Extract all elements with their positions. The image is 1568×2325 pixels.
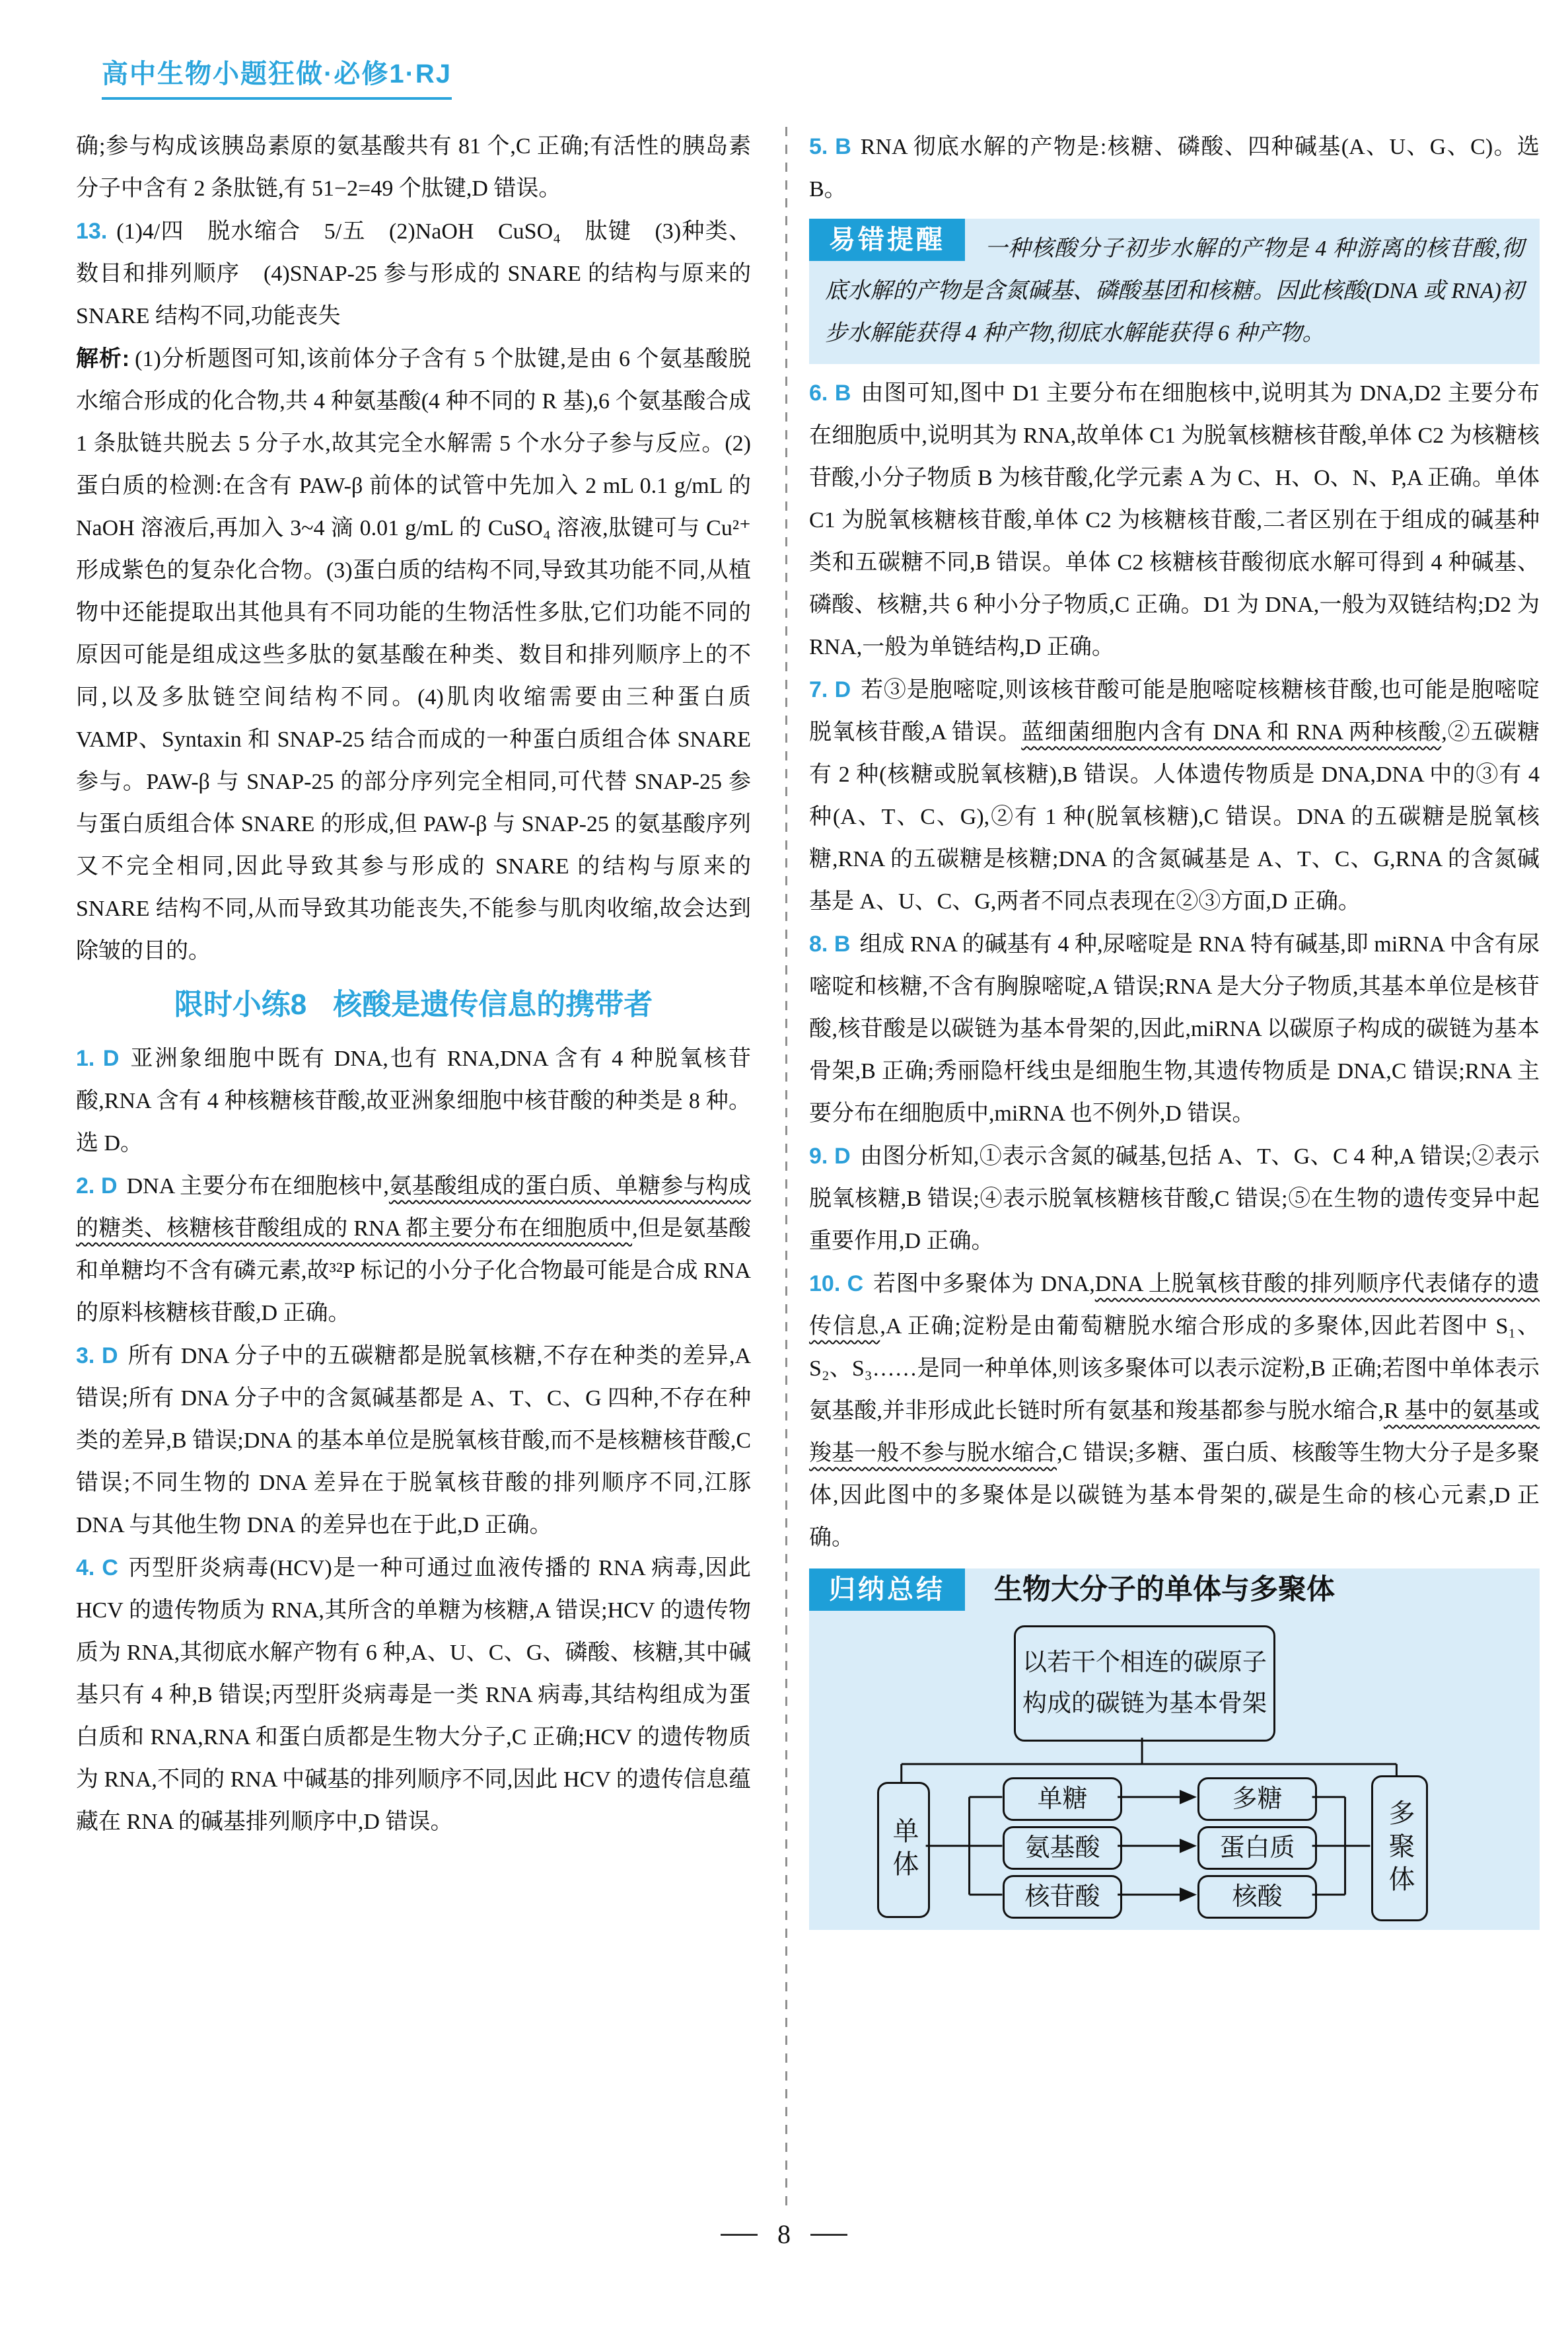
text-run: DNA 主要分布在细胞核中, (126, 1174, 389, 1199)
answer-paragraph (809, 372, 1540, 669)
text-run: (1)4/四 脱水缩合 5/五 (2)NaOH CuSO₄ 肽键 (3)种类、数目和排列顺序 (4)SNAP-25 参与形成的 SNARE 的结构与原来的 SNARE 结构不同,功能丧失 (76, 219, 751, 328)
text-run: 由图可知,图中 D1 主要分布在细胞核中,说明其为 DNA,D2 主要分布在细胞质中,说明其为 RNA,故单体 C1 为脱氧核糖核苷酸,单体 C2 为核糖核苷酸,小分子物质 B 为核苷酸,化学元素 A 为 C、H、O、N、P,A 正确。单体 C1 为脱氧核糖核苷酸,单体 C2 为核糖核苷酸,二者区别在于组成的碱基种类和五碳糖不同,B 错误。单体 C2 核糖核苷酸彻底水解可得到 4 种碱基、磷酸、核糖,共 6 种小分子物质,C 正确。D1 为 DNA,一般为双链结构;D2 为 RNA,一般为单链结构,D 正确。 (809, 381, 1540, 659)
answer-number: 3. D (76, 1343, 118, 1368)
answer-paragraph (809, 923, 1540, 1135)
diagram-node-monosaccharide: 单糖 (1003, 1777, 1122, 1821)
summary-box-header (809, 1568, 1540, 1611)
diagram-node-backbone (1014, 1625, 1275, 1742)
answer-paragraph (809, 126, 1540, 211)
answer-number: 6. B (809, 381, 851, 406)
diagram-node-nucleic-acid: 核酸 (1197, 1875, 1317, 1919)
text-run: ,C 错误;多糖、蛋白质、核酸等生物大分子是多聚体,因此图中的多聚体是以碳链为基本骨架的,碳是生命的核心元素,D 正确。 (809, 1441, 1540, 1550)
text-run: 由图分析知,①表示含氮的碱基,包括 A、T、G、C 4 种,A 错误;②表示脱氧核糖,B 错误;④表示脱氧核糖核苷酸,C 错误;⑤在生物的遗传变异中起重要作用,D 正确。 (809, 1144, 1540, 1253)
tip-box-text: 一种核酸分子初步水解的产物是 4 种游离的核苷酸,彻底水解的产物是含氮碱基、磷酸基团和核糖。因此核酸(DNA 或 RNA)初步水解能获得 4 种产物,彻底水解能获得 6 种产物。 (825, 237, 1524, 346)
diagram-node-amino-acid: 氨基酸 (1003, 1826, 1122, 1870)
answer-number: 5. B (809, 134, 851, 159)
backbone-line-1: 以若干个相连的碳原子 (1022, 1649, 1267, 1676)
answer-number: 1. D (76, 1046, 120, 1071)
wavy-underline-text: DNA 上脱氧核苷酸的排列顺序代表储存的遗传信息 (809, 1272, 1540, 1339)
text-run: RNA 彻底水解的产物是:核糖、磷酸、四种碱基(A、U、G、C)。选 B。 (809, 135, 1540, 202)
monomer-polymer-diagram (809, 1620, 1540, 1921)
answer-number: 10. C (809, 1271, 864, 1296)
text-run: 亚洲象细胞中既有 DNA,也有 RNA,DNA 含有 4 种脱氧核苷酸,RNA 含有 4 种核糖核苷酸,故亚洲象细胞中核苷酸的种类是 8 种。选 D。 (76, 1047, 751, 1156)
answer-number: 7. D (809, 677, 851, 702)
diagram-node-protein: 蛋白质 (1197, 1826, 1317, 1870)
answer-paragraph (76, 210, 751, 338)
section-heading-title: 核酸是遗传信息的携带者 (333, 988, 653, 1021)
section-heading-number: 限时小练8 (174, 988, 307, 1021)
page-footer (0, 2221, 1568, 2248)
text-run: 若图中多聚体为 DNA, (873, 1272, 1095, 1296)
answer-paragraph (809, 1263, 1540, 1559)
right-column (809, 126, 1540, 1930)
page-number: 8 (777, 2219, 791, 2249)
text-run: ,②五碳糖有 2 种(核糖或脱氧核糖),B 错误。人体遗传物质是 DNA,DNA 中的③有 4 种(A、T、C、G),②有 1 种(脱氧核糖),C 错误。DNA 的五碳糖是脱氧核糖,RNA 的五碳糖是核糖;DNA 的含氮碱基是 A、T、C、G,RNA 的含氮碱基是 A、U、C、G,两者不同点表现在②③方面,D 正确。 (809, 720, 1540, 914)
answer-number: 9. D (809, 1144, 851, 1169)
footer-dash-right (810, 2234, 847, 2236)
tip-box (809, 219, 1540, 364)
answer-paragraph (76, 1165, 751, 1335)
answer-paragraph (76, 1335, 751, 1547)
answer-paragraph (809, 1135, 1540, 1263)
answer-number: 2. D (76, 1173, 118, 1199)
answer-number: 解析: (76, 346, 130, 371)
left-column (76, 126, 751, 1843)
page-header (102, 53, 452, 100)
text-run: (1)分析题图可知,该前体分子含有 5 个肽键,是由 6 个氨基酸脱水缩合形成的化合物,共 4 种氨基酸(4 种不同的 R 基),6 个氨基酸合成 1 条肽链共脱去 5 分子水,故其完全水解需 5 个水分子参与反应。(2)蛋白质的检测:在含有 PAW-β 前体的试管中先加入 2 mL 0.1 g/mL 的 NaOH 溶液后,再加入 3~4 滴 0.01 g/mL 的 CuSO₄ 溶液,肽键可与 Cu²⁺形成紫色的复杂化合物。(3)蛋白质的结构不同,导致其功能不同,从植物中还能提取出其他具有不同功能的生物活性多肽,它们功能不同的原因可能是组成这些多肽的氨基酸在种类、数目和排列顺序上的不同,以及多肽链空间结构不同。(4)肌肉收缩需要由三种蛋白质 VAMP、Syntaxin 和 SNAP-25 结合而成的一种蛋白质组合体 SNARE 参与。PAW-β 与 SNAP-25 的部分序列完全相同,可代替 SNAP-25 参与蛋白质组合体 SNARE 的形成,但 PAW-β 与 SNAP-25 的氨基酸序列又不完全相同,因此导致其参与形成的 SNARE 的结构与原来的 SNARE 结构不同,从而导致其功能丧失,不能参与肌肉收缩,故会达到除皱的目的。 (76, 347, 751, 963)
backbone-line-2: 构成的碳链为基本骨架 (1022, 1690, 1267, 1717)
diagram-node-polysaccharide: 多糖 (1197, 1777, 1317, 1821)
arrowheads (1180, 1790, 1197, 1902)
answer-number: 4. C (76, 1555, 118, 1580)
answer-number: 8. B (809, 932, 851, 957)
diagram-node-polymer: 多聚体 (1371, 1775, 1428, 1921)
text-run: 所有 DNA 分子中的五碳糖都是脱氧核糖,不存在种类的差异,A 错误;所有 DNA 分子中的含氮碱基都是 A、T、C、G 四种,不存在种类的差异,B 错误;DNA 的基本单位是脱氧核苷酸,而不是核糖核苷酸,C 错误;不同生物的 DNA 差异在于脱氧核苷酸的排列顺序不同,江豚 DNA 与其他生物 DNA 的差异也在于此,D 正确。 (76, 1344, 751, 1537)
page-header-title: 高中生物小题狂做·必修1·RJ (102, 53, 452, 100)
diagram-node-nucleotide: 核苷酸 (1003, 1875, 1122, 1919)
text-run: 若③是胞嘧啶,则该核苷酸可能是胞嘧啶核糖核苷酸,也可能是胞嘧啶脱氧核苷酸,A 错误。 (809, 678, 1540, 745)
summary-box-label: 归纳总结 (809, 1568, 965, 1611)
section-heading (76, 973, 751, 1037)
answer-paragraph (76, 1547, 751, 1843)
wavy-underline-text: R 基中的氨基或羧基一般不参与脱水缩合 (809, 1399, 1540, 1465)
tip-box-label: 易错提醒 (809, 219, 965, 261)
text-run: ,A 正确;淀粉是由葡萄糖脱水缩合形成的多聚体,因此若图中 S₁、S₂、S₃……是同一种单体,则该多聚体可以表示淀粉,B 正确;若图中单体表示氨基酸,并非形成此长链时所有氨基和羧基都参与脱水缩合, (809, 1314, 1540, 1423)
text-run: 组成 RNA 的碱基有 4 种,尿嘧啶是 RNA 特有碱基,即 miRNA 中含有尿嘧啶和核糖,不含有胸腺嘧啶,A 错误;RNA 是大分子物质,其基本单位是核苷酸,核苷酸是以碳链为基本骨架的,因此,miRNA 以碳原子构成的碳链为基本骨架,B 正确;秀丽隐杆线虫是细胞生物,其遗传物质是 DNA,C 错误;RNA 主要分布在细胞质中,miRNA 也不例外,D 错误。 (809, 932, 1540, 1126)
right-column-top (809, 126, 1540, 211)
summary-box (809, 1568, 1540, 1930)
wavy-underline-text: 蓝细菌细胞内含有 DNA 和 RNA 两种核酸 (1021, 720, 1442, 745)
diagram-node-monomer: 单体 (877, 1782, 930, 1918)
text-run: 确;参与构成该胰岛素原的氨基酸共有 81 个,C 正确;有活性的胰岛素分子中含有 2 条肽链,有 51−2=49 个肽键,D 错误。 (76, 134, 751, 201)
column-divider (785, 127, 787, 2211)
summary-title: 生物大分子的单体与多聚体 (994, 1574, 1335, 1605)
answer-paragraph (76, 1037, 751, 1165)
answer-paragraph (809, 669, 1540, 923)
text-run: 丙型肝炎病毒(HCV)是一种可通过血液传播的 RNA 病毒,因此 HCV 的遗传物质为 RNA,其所含的单糖为核糖,A 错误;HCV 的遗传物质为 RNA,其彻底水解产物有 6 种,A、U、C、G、磷酸、核糖,其中碱基只有 4 种,B 错误;丙型肝炎病毒是一类 RNA 病毒,其结构组成为蛋白质和 RNA,RNA 和蛋白质都是生物大分子,C 正确;HCV 的遗传物质为 RNA,不同的 RNA 中碱基的排列顺序不同,因此 HCV 的遗传信息蕴藏在 RNA 的碱基排列顺序中,D 错误。 (76, 1556, 751, 1834)
footer-dash-left (721, 2234, 758, 2236)
answer-paragraph (76, 338, 751, 973)
answer-number: 13. (76, 219, 108, 244)
text-run: ,但是氨基酸和单糖均不含有磷元素,故³²P 标记的小分子化合物最可能是合成 RNA 的原料核糖核苷酸,D 正确。 (76, 1216, 751, 1325)
answer-paragraph (76, 126, 751, 210)
right-column-bottom (809, 372, 1540, 1559)
wavy-underline-text: 氨基酸组成的蛋白质、单糖参与构成的糖类、核糖核苷酸组成的 RNA 都主要分布在细胞质中 (76, 1174, 751, 1241)
